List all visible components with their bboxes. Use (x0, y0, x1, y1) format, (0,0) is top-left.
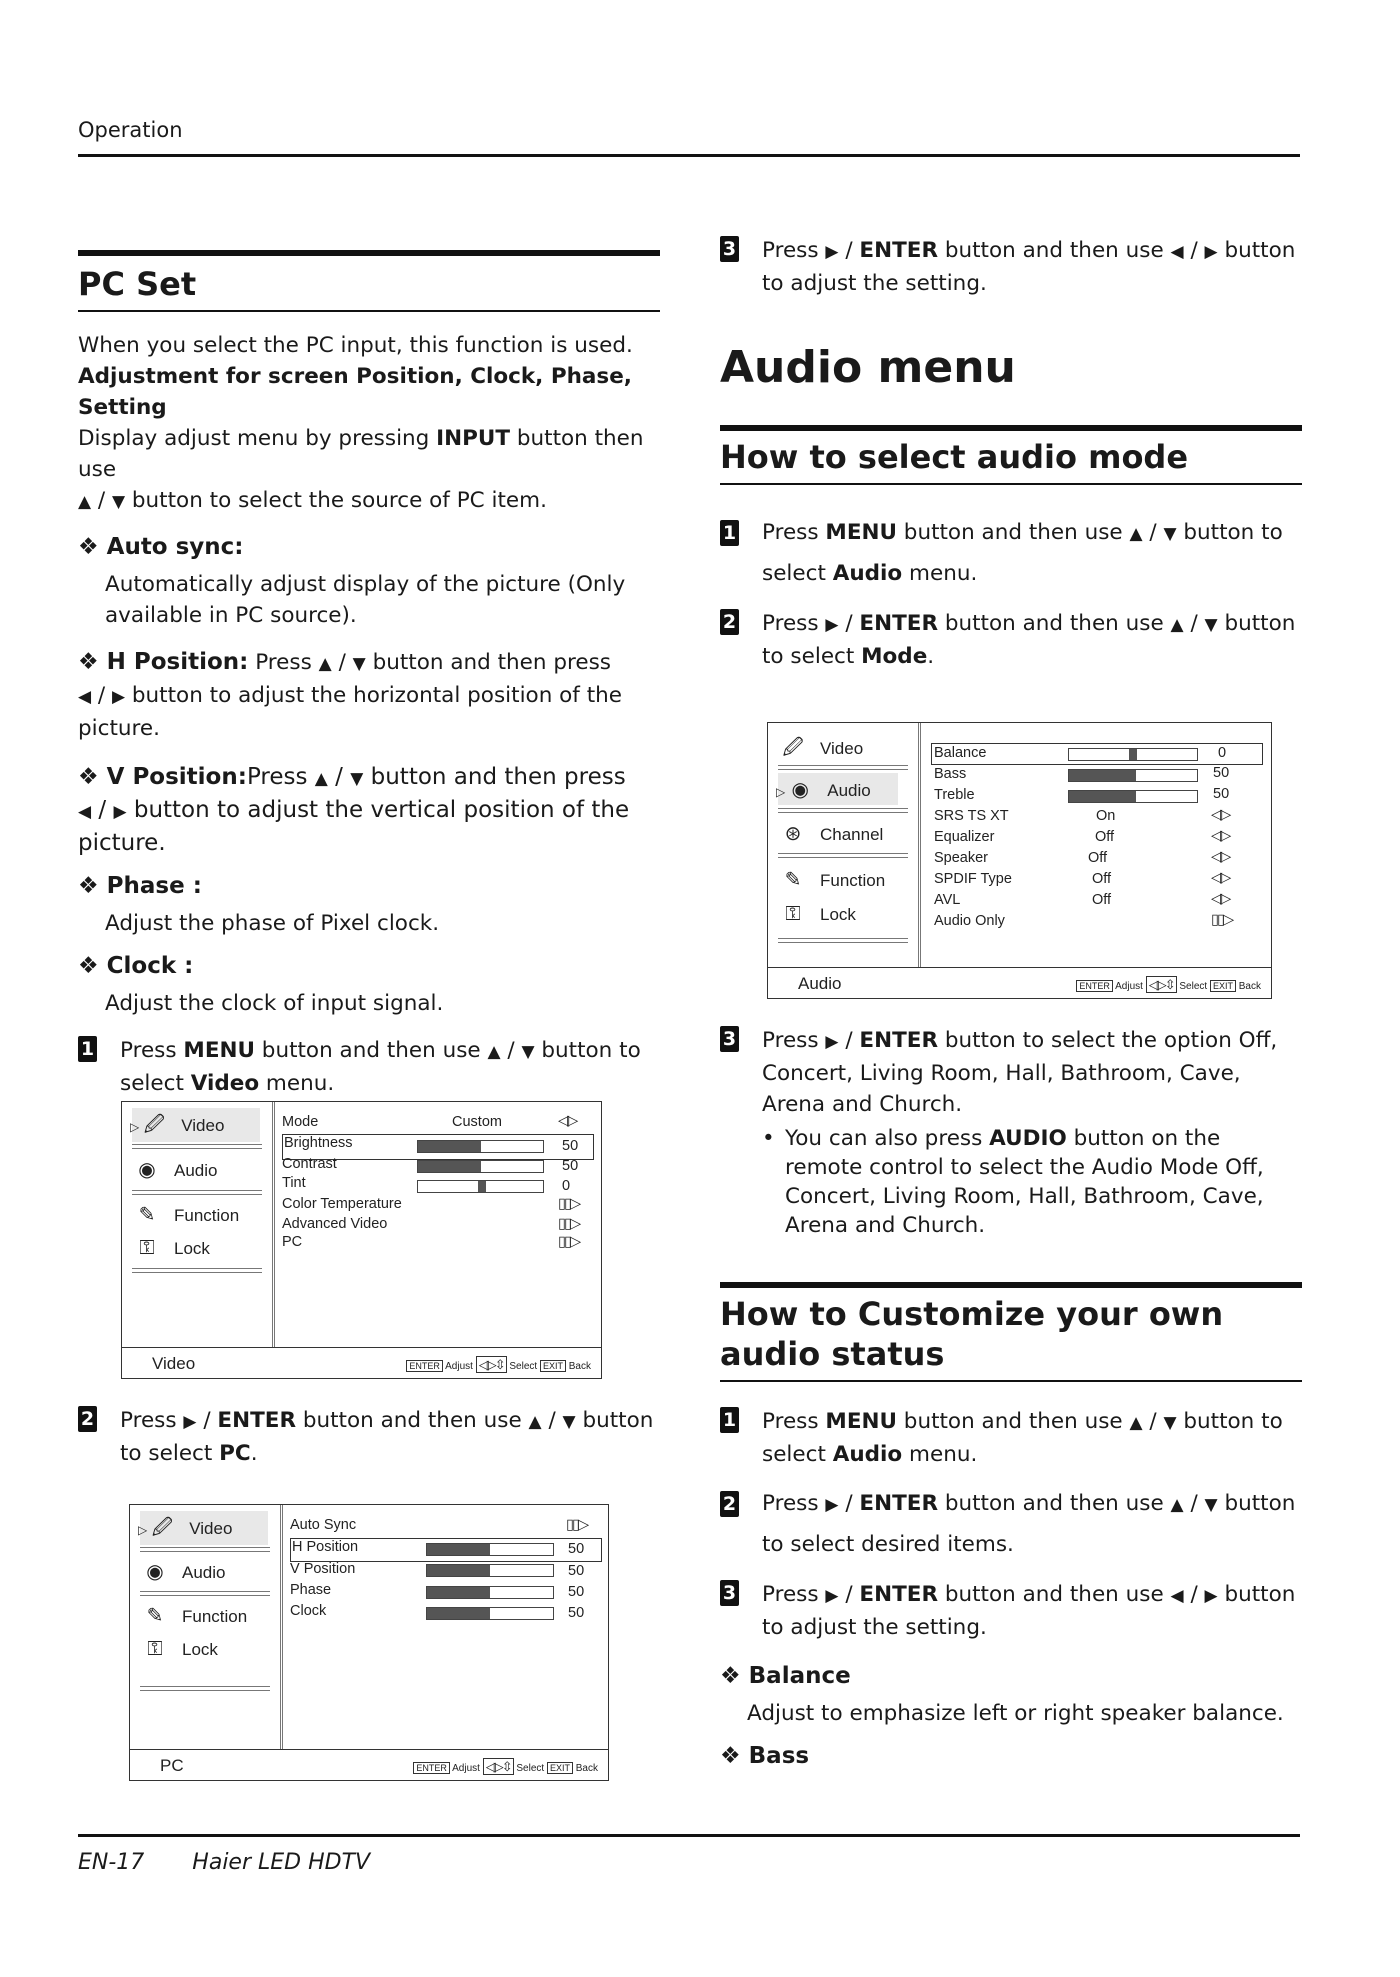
pc-step-2-block (78, 1405, 660, 1469)
osd-sidebar-item-video: ▷ 🖉 Video (138, 1513, 232, 1547)
osd-row-value: 50 (562, 1138, 579, 1154)
osd-row-label: Speaker (934, 850, 989, 866)
balance-text: Adjust to emphasize left or right speaker balance. (747, 1701, 1284, 1726)
auto-sync-title: ❖ Auto sync: (78, 534, 244, 560)
video-icon: 🖉 (782, 737, 804, 759)
osd-row-value: 50 (1213, 786, 1230, 802)
osd-row-value: 50 (568, 1563, 585, 1579)
osd-key-legend: ENTER Adjust ◁▷⇳ Select EXIT Back (406, 1357, 591, 1373)
osd-row-value: Off (1092, 892, 1112, 908)
osd-row-value: 0 (1218, 745, 1227, 761)
osd-sidebar-item-audio: ◉ Audio (140, 1559, 225, 1584)
osd-row-label: Clock (290, 1603, 327, 1619)
left-right-arrows-icon: ◁▷ (1211, 870, 1230, 886)
osd-row-label: H Position (292, 1539, 359, 1555)
enter-arrow-icon: ▯▯▷ (558, 1216, 580, 1232)
osd-audio-menu (767, 722, 1272, 999)
page-footer (78, 1850, 418, 1875)
audio-step-2: 2 Press ▶ / ENTER button and then use ▲ / ▼ button to select Mode. (720, 608, 1302, 672)
phase-title: ❖ Phase : (78, 873, 202, 899)
osd-row-value: 50 (1213, 765, 1230, 781)
audio-icon: ◉ (138, 1159, 156, 1181)
clock-title: ❖ Clock : (78, 953, 194, 979)
osd-sidebar-item-lock: ⚿ Lock (140, 1638, 218, 1661)
osd-row-label: SRS TS XT (934, 808, 1009, 824)
osd-sidebar-item-audio: ▷ ◉ Audio (776, 779, 871, 801)
osd-row-label: Balance (934, 745, 987, 761)
osd-sidebar-item-video: 🖉 Video (778, 733, 863, 767)
osd-row-label: SPDIF Type (934, 871, 1012, 887)
osd-row-label: PC (282, 1234, 303, 1250)
section-rule (78, 250, 660, 256)
pc-step-1: 1 Press MENU button and then use ▲ / ▼ button to select Video menu. (78, 1035, 660, 1099)
channel-icon: ⊛ (784, 823, 802, 845)
osd-row-label: Phase (290, 1582, 332, 1598)
hpos-paragraph: ❖ H Position: Press ▲ / ▼ button and then press ◀ / ▶ button to adjust the horizontal position of the picture. (78, 649, 622, 741)
osd-pc-menu (129, 1504, 609, 1781)
left-right-arrows-icon: ◁▷ (558, 1113, 577, 1129)
pcset-bold-line: Adjustment for screen Position, Clock, Phase, Setting (78, 364, 632, 420)
video-icon: 🖉 (143, 1114, 165, 1136)
enter-arrow-icon: ▯▯▷ (558, 1196, 580, 1212)
osd-row-label: Color Temperature (282, 1196, 402, 1212)
osd-slider (417, 1180, 544, 1193)
osd-footer: PC ENTER Adjust ◁▷⇳ Select EXIT Back (130, 1749, 608, 1780)
pcset-display-text: Display adjust menu by pressing INPUT button then use ▲ / ▼ button to select the source of PC item. (78, 426, 644, 513)
audio-note: • You can also press AUDIO button on the remote control to select the Audio Mode Off, Concert, Living Room, Hall, Bathroom, Cave, Arena and Church. (762, 1126, 1264, 1238)
osd-footer: Audio ENTER Adjust ◁▷⇳ Select EXIT Back (768, 967, 1271, 998)
pcset-title: PC Set (78, 265, 197, 303)
osd-row-value: Off (1095, 829, 1115, 845)
osd-sidebar-item-lock: ⚿ Lock (132, 1237, 210, 1260)
osd-row-label: Contrast (282, 1156, 337, 1172)
custom-step-2: 2 Press ▶ / ENTER button and then use ▲ / ▼ button to select desired items. (720, 1484, 1302, 1565)
running-header: Operation (78, 118, 183, 142)
audio-step-3: 3 Press ▶ / ENTER button to select the option Off, Concert, Living Room, Hall, Bathroom, Cave, Arena and Church. (720, 1025, 1302, 1120)
osd-row-label: Brightness (284, 1135, 353, 1151)
osd-row-value: 50 (568, 1584, 585, 1600)
osd-row-label: V Position (290, 1561, 356, 1577)
osd-row-label: Equalizer (934, 829, 995, 845)
pcset-intro: When you select the PC input, this function is used. (78, 333, 633, 358)
function-icon: ✎ (138, 1204, 156, 1226)
osd-row-value: 50 (568, 1605, 585, 1621)
lock-icon: ⚿ (139, 1237, 155, 1259)
audio-icon: ◉ (791, 779, 809, 801)
osd-row-label: Auto Sync (290, 1517, 357, 1533)
osd-sidebar-item-video: ▷ 🖉 Video (130, 1110, 224, 1144)
osd-slider (417, 1160, 544, 1173)
audio-mode-heading: How to select audio mode (720, 438, 1189, 476)
pc-step-2: 2 Press ▶ / ENTER button and then use ▲ / ▼ button to select PC. (78, 1405, 660, 1469)
video-icon: 🖉 (151, 1517, 173, 1539)
osd-row-label: Mode (282, 1114, 319, 1130)
osd-key-legend: ENTER Adjust ◁▷⇳ Select EXIT Back (1076, 977, 1261, 993)
header-rule (78, 154, 1300, 157)
osd-footer: Video ENTER Adjust ◁▷⇳ Select EXIT Back (122, 1347, 601, 1378)
osd-sidebar-item-lock: ⚿ Lock (778, 903, 856, 926)
vpos-paragraph: ❖ V Position:Press ▲ / ▼ button and then press ◀ / ▶ button to adjust the vertical position of the picture. (78, 764, 630, 856)
osd-row-value: Custom (452, 1114, 502, 1130)
osd-sidebar-item-audio: ◉ Audio (132, 1157, 217, 1182)
osd-balance-slider (1068, 748, 1198, 761)
osd-slider (426, 1564, 554, 1577)
osd-row-label: Audio Only (934, 913, 1005, 929)
osd-row-label: Advanced Video (282, 1216, 388, 1232)
osd-sidebar-item-function: ✎ Function (132, 1202, 239, 1227)
customize-audio-heading: How to Customize your own audio status (720, 1295, 1224, 1373)
audio-menu-title: Audio menu (720, 342, 1016, 393)
auto-sync-text: Automatically adjust display of the picture (Only available in PC source). (105, 572, 626, 628)
osd-slider (426, 1543, 554, 1556)
bass-title: ❖ Bass (720, 1743, 810, 1769)
function-icon: ✎ (146, 1605, 164, 1627)
left-right-arrows-icon: ◁▷ (1211, 849, 1230, 865)
function-icon: ✎ (784, 869, 802, 891)
right-column (720, 235, 1302, 672)
left-right-arrows-icon: ◁▷ (1211, 891, 1230, 907)
product-name: Haier LED HDTV (192, 1850, 371, 1875)
osd-sidebar-item-function: ✎ Function (140, 1603, 247, 1628)
footer-rule (78, 1834, 1300, 1837)
osd-row-value: Off (1092, 871, 1112, 887)
osd-row-label: AVL (934, 892, 961, 908)
osd-video-menu (121, 1101, 602, 1379)
osd-row-label: Treble (934, 787, 975, 803)
page-number: EN-17 (78, 1850, 145, 1875)
osd-sidebar-item-channel: ⊛ Channel (778, 821, 883, 846)
osd-row-value: On (1096, 808, 1116, 824)
clock-text: Adjust the clock of input signal. (105, 991, 444, 1016)
osd-slider (1068, 769, 1198, 782)
left-column (78, 250, 660, 1099)
enter-arrow-icon: ▯▯▷ (558, 1234, 580, 1250)
osd-slider (417, 1140, 544, 1153)
osd-row-value: Off (1088, 850, 1108, 866)
enter-arrow-icon: ▯▯▷ (1211, 912, 1233, 928)
osd-row-value: 50 (562, 1158, 579, 1174)
audio-icon: ◉ (146, 1561, 164, 1583)
osd-slider (426, 1607, 554, 1620)
osd-key-legend: ENTER Adjust ◁▷⇳ Select EXIT Back (413, 1759, 598, 1775)
custom-step-3: 3 Press ▶ / ENTER button and then use ◀ / ▶ button to adjust the setting. (720, 1579, 1302, 1643)
balance-title: ❖ Balance (720, 1663, 851, 1689)
enter-arrow-icon: ▯▯▷ (566, 1517, 588, 1533)
osd-slider (426, 1586, 554, 1599)
left-right-arrows-icon: ◁▷ (1211, 828, 1230, 844)
lock-icon: ⚿ (785, 903, 801, 925)
lock-icon: ⚿ (147, 1638, 163, 1660)
osd-row-label: Tint (282, 1175, 306, 1191)
osd-row-value: 50 (568, 1541, 585, 1557)
osd-sidebar-item-function: ✎ Function (778, 867, 885, 892)
osd-row-label: Bass (934, 766, 967, 782)
osd-row-value: 0 (562, 1178, 571, 1194)
osd-slider (1068, 790, 1198, 803)
audio-step-1: 1 Press MENU button and then use ▲ / ▼ button to select Audio menu. (720, 513, 1302, 594)
custom-step-1: 1 Press MENU button and then use ▲ / ▼ button to select Audio menu. (720, 1406, 1302, 1470)
right-column-lower (720, 1025, 1302, 1772)
pc-step-3: 3 Press ▶ / ENTER button and then use ◀ / ▶ button to adjust the setting. (720, 235, 1302, 299)
left-right-arrows-icon: ◁▷ (1211, 807, 1230, 823)
phase-text: Adjust the phase of Pixel clock. (105, 911, 440, 936)
